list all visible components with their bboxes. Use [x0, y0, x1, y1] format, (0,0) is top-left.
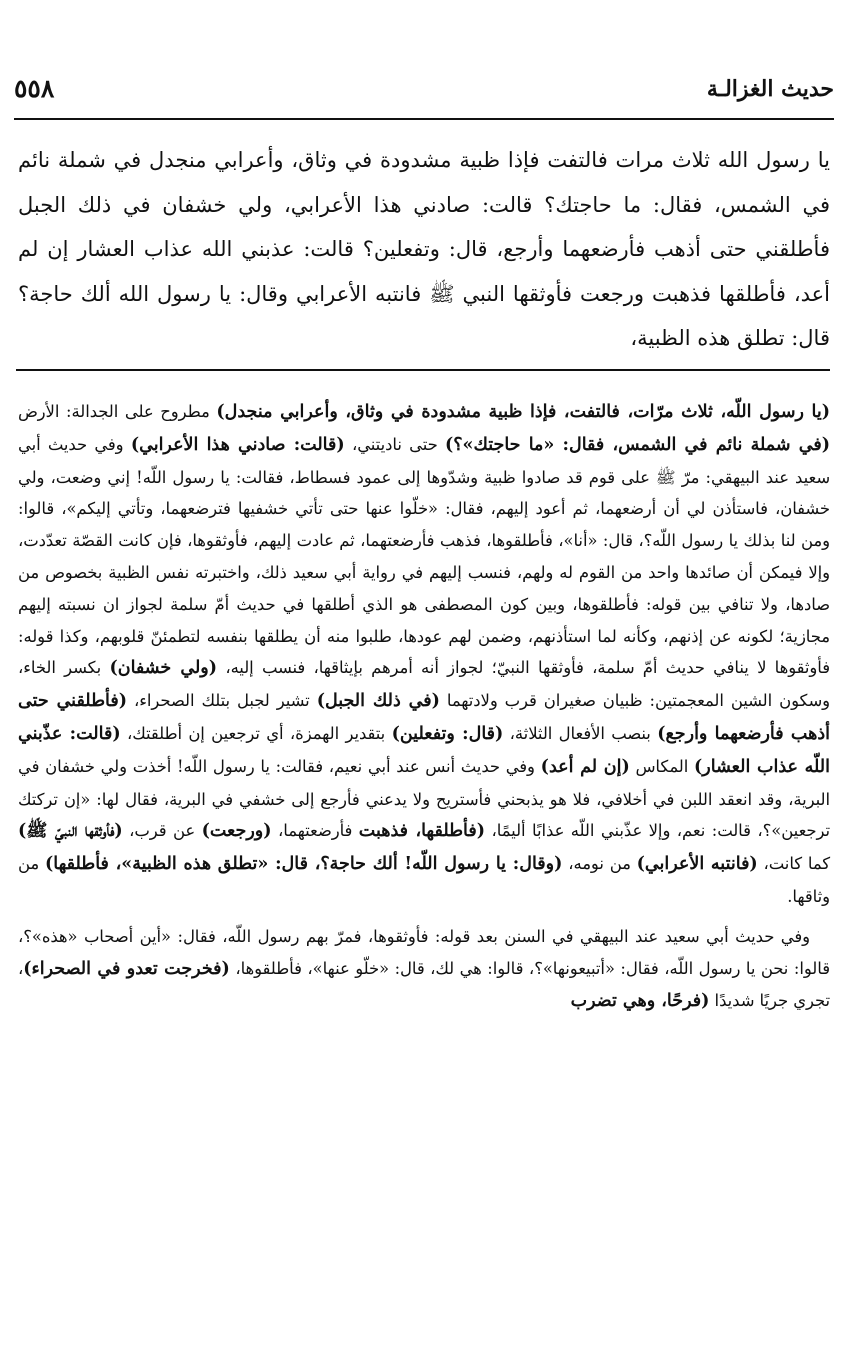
commentary-text: المكاس [629, 756, 694, 776]
page-number: ٥٥٨ [14, 74, 55, 103]
commentary-text: حتى ناديتني، [344, 434, 445, 454]
commentary-text: من وثاقها. [18, 854, 830, 906]
commentary-text: كما كانت، [757, 854, 830, 874]
commentary-text: ، تجري جريًا شديدًا [18, 958, 830, 1011]
quoted-hadith-text: (ولي خشفان) [109, 658, 218, 679]
commentary-text: وفي حديث أبي سعيد عند البيهقي: مرّ ﷺ على قوم قد صادوا ظبية وشدّوها إلى عمود فسطاط، فقالت: يا رسول اللّه! إني وضعت، ولي خشفان، فاستأذن لي أن أرضعهما، ثم أعود إليهم، فقال: «خلّوا عنها حتى تأتي خشفيها فترضعهما، وتأتي إليكم»، قالوا: ومن لنا بذلك يا رسول اللّه؟، قال: «أنا»، فأطلقوها، فذهب فأرضعتهما، ثم عادت إليهم، فأوثقوها، فإن كانت القصّة تعدّدت، وإلا فيمكن أن صائدها واحد من القوم له ولهم، فنسب إليهم في رواية أبي سعيد ذلك، واختبرته نفس الظبية بخصوص من صادها، ولا تنافي بين قوله: فأطلقوها، وبين كون المصطفى هو الذي أطلقها في حديث أمّ سلمة لجواز ان نسبته إليهم مجازية؛ لكونه عن إذنهم، وكأنه لما استأذنهم، وضمن لهم عودها، طلبوا منه أن يطلقها بنفسه لتطمئنّ قلوبهم، وكذا قوله: فأوثقوها لا ينافي حديث أمّ سلمة، فأوثقها النبيّ؛ لجواز أنه أمرهم بإيثاقها، فنسب إليه، [18, 434, 830, 678]
commentary-text: بتقدير الهمزة، أي ترجعين إن أطلقتك، [120, 723, 392, 743]
quoted-hadith-text: (فأطلقها، فذهبت [358, 821, 486, 842]
footnote-separator [16, 369, 830, 371]
quoted-hadith-text: (في شملة نائم في الشمس، فقال: «ما حاجتك»؟) [444, 434, 831, 455]
commentary-text: وفي حديث أنس عند أبي نعيم، فقالت: يا رسول اللّه! أخذت ولي خشفان في البرية، وقد انعقد اللبن في أخلافي، فلا هو يذبحني فأستريح ولا يدعني فأرجع إلى خشفي في البرية، فقال لها: «إن تركتك ترجعين»؟، قالت: نعم، وإلا عذّبني اللّه عذابًا أليمًا، [18, 756, 831, 841]
quoted-hadith-text: (فأطلقني حتى أذهب فأرضعهما وأرجع) [18, 691, 830, 744]
quoted-hadith-text: (فخرجت تعدو في الصحراء) [23, 958, 230, 979]
quoted-hadith-text: (قالت: عذّبني اللّه عذاب العشار) [18, 723, 830, 777]
quoted-hadith-text: (في ذلك الجبل) [316, 691, 440, 712]
commentary-text: وفي حديث أبي سعيد عند البيهقي في السنن بعد قوله: فأوثقوها، فمرّ بهم رسول اللّه، فقال: «أين أصحاب «هذه»؟، قالوا: نحن يا رسول اللّه، فقال: «أتبيعونها»؟، قالوا: هي لك، قال: «خلّو عنها»، فأطلقوها، [18, 926, 830, 978]
quoted-hadith-text: (فانتبه الأعرابي) [636, 854, 758, 875]
hadith-text: يا رسول الله ثلاث مرات فالتفت فإذا ظبية مشدودة في وثاق، وأعرابي منجدل في شملة نائم في الشمس، فقال: ما حاجتك؟ قالت: صادني هذا الأعرابي، ولي خشفان في ذلك الجبل فأطلقني حتى أذهب فأرضعهما وأرجع، قال: وتفعلين؟ قالت: عذبني الله عذاب العشار إن لم أعد، فأطلقها فذهبت ورجعت فأوثقها النبي ﷺ فانتبه الأعرابي وقال: يا رسول الله ألك حاجة؟ قال: تطلق هذه الظبية، [18, 148, 830, 350]
running-title: حديث الغزالـة [706, 76, 834, 102]
commentary-text: فأرضعتهما، [271, 821, 359, 841]
commentary-paragraph [18, 921, 830, 1018]
page-header [14, 72, 834, 120]
quoted-hadith-text: (إن لم أعد) [540, 756, 630, 777]
quoted-hadith-text: (ورجعت) [201, 821, 272, 842]
commentary-text: عن قرب، [122, 821, 202, 841]
quoted-hadith-text: (يا رسول اللّه، ثلاث مرّات، فالتفت، فإذا ظبية مشدودة في وثاق، وأعرابي منجدل) [216, 402, 830, 422]
commentary-text: تشير لجبل بتلك الصحراء، [127, 691, 317, 711]
commentary-text: مطروح على الجدالة: الأرض [18, 402, 217, 421]
commentary [18, 396, 830, 1018]
commentary-text: بنصب الأفعال الثلاثة، [503, 723, 658, 743]
quoted-hadith-text: (قال: وتفعلين) [391, 723, 504, 744]
commentary-paragraph [18, 396, 830, 913]
commentary-text: بكسر الخاء، وسكون الشين المعجمتين: ظبيان صغيران قرب ولادتهما [18, 658, 830, 711]
quoted-hadith-text: (فأوثقها النبيّ ﷺ) [18, 821, 123, 842]
quoted-hadith-text: (قالت: صادني هذا الأعرابي) [130, 434, 345, 455]
quoted-hadith-text: (فرحًا، وهي تضرب [570, 991, 710, 1012]
commentary-text: من نومه، [562, 854, 637, 874]
quoted-hadith-text: (وقال: يا رسول اللّه! ألك حاجة؟، قال: «تطلق هذه الظبية»، فأطلقها) [44, 854, 563, 875]
